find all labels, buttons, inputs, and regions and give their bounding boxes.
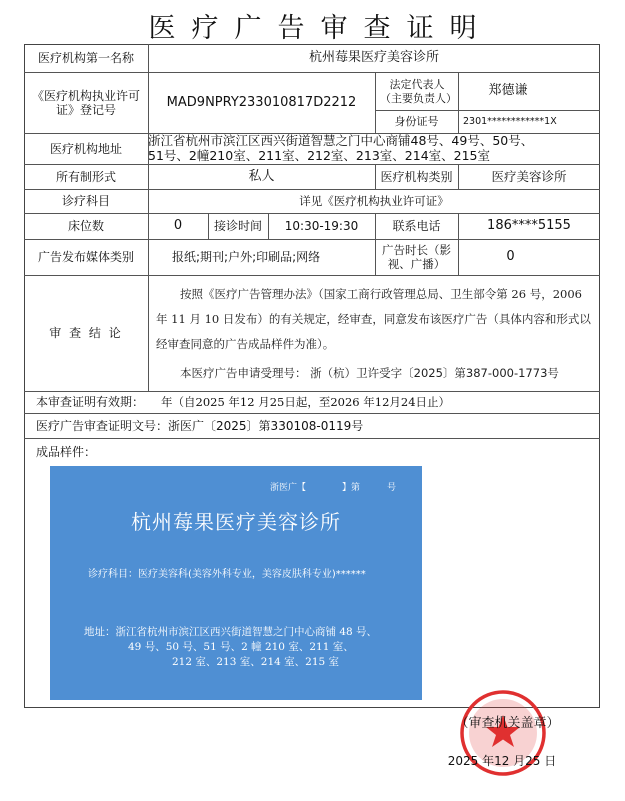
conclusion-text: 按照《医疗广告管理办法》（国家工商行政管理总局、卫生部令第 26 号，2006 年 11 月 10 日发布）的有关规定，经审查，同意发布该医疗广告（具体内容和形式以经审查同意的广告成品样件为准）。 <box>156 287 591 351</box>
category-value: 医疗美容诊所 <box>491 168 567 184</box>
sample-address-line: 地址：浙江省杭州市滨江区西兴街道智慧之门中心商铺 48 号、 <box>84 626 378 638</box>
application-number-label: 本医疗广告申请受理号： <box>180 366 307 380</box>
hours-label: 接诊时间 <box>213 219 262 233</box>
subjects-value: 详见《医疗机构执业许可证》 <box>299 194 449 208</box>
phone-label: 联系电话 <box>392 219 441 233</box>
conclusion-label: 审 查 结 论 <box>49 326 123 340</box>
certificate-number-value: 浙医广〔2025〕第330108-0119号 <box>168 418 364 433</box>
certificate-number <box>36 413 596 438</box>
id-number-label: 身份证号 <box>394 114 439 128</box>
sample-header: 浙医广【 】第 号 <box>270 483 397 493</box>
validity-value: 年（自2025 年12 月25日起，至2026 年12月24日止） <box>161 395 451 409</box>
sample-address-line: 49 号、50 号、51 号、2 幢 210 室、211 室、 <box>128 641 354 653</box>
license-label: 《医疗机构执业许可证》登记号 <box>31 89 140 117</box>
beds-label: 床位数 <box>67 219 104 233</box>
ownership-value: 私人 <box>248 168 275 184</box>
legal-rep-label: 法定代表人（主要负责人） <box>380 78 457 105</box>
row-divider <box>24 438 600 439</box>
sample-title: 杭州莓果医疗美容诊所 <box>131 510 341 534</box>
ad-sample <box>50 466 422 700</box>
page-title: 医疗广告审查证明 <box>148 13 493 44</box>
phone-value: 186****5155 <box>487 218 571 233</box>
duration-label: 广告时长（影视、广播） <box>382 243 451 271</box>
issue-date: 2025 年12 月25 日 <box>447 754 557 768</box>
address-label: 医疗机构地址 <box>49 141 122 156</box>
stamp-note: （审查机关盖章） <box>455 716 560 731</box>
duration-value: 0 <box>506 249 515 264</box>
application-number-value: 浙（杭）卫许受字〔2025〕第387-000-1773号 <box>310 366 559 380</box>
subjects-label: 诊疗科目 <box>61 194 110 208</box>
media-label: 广告发布媒体类别 <box>37 250 134 264</box>
institution-name-value: 杭州莓果医疗美容诊所 <box>308 50 439 65</box>
validity-label: 本审查证明有效期： <box>36 395 145 409</box>
sample-subjects: 诊疗科目：医疗美容科(美容外科专业，美容皮肤科专业)****** <box>88 569 366 580</box>
beds-value: 0 <box>173 218 183 233</box>
media-value: 报纸;期刊;户外;印刷品;网络 <box>172 250 321 264</box>
license-value: MAD9NPRY233010817D2212 <box>166 94 357 110</box>
sample-address-line: 212 室、213 室、214 室、215 室 <box>172 656 340 668</box>
address-value: 浙江省杭州市滨江区西兴街道智慧之门中心商铺48号、49号、50号、51号、2幢210室、211室、212室、213室、214室、215室 <box>148 133 534 163</box>
hours-value: 10:30-19:30 <box>284 219 359 233</box>
certificate-number-label: 医疗广告审查证明文号： <box>36 418 169 433</box>
legal-rep-value: 郑德谦 <box>488 83 528 98</box>
institution-name-label: 医疗机构第一名称 <box>37 51 134 65</box>
id-number-value: 2301************1X <box>463 115 557 127</box>
ownership-label: 所有制形式 <box>55 169 116 184</box>
application-number <box>180 361 600 386</box>
sample-label: 成品样件： <box>36 445 97 459</box>
category-label: 医疗机构类别 <box>380 169 453 184</box>
